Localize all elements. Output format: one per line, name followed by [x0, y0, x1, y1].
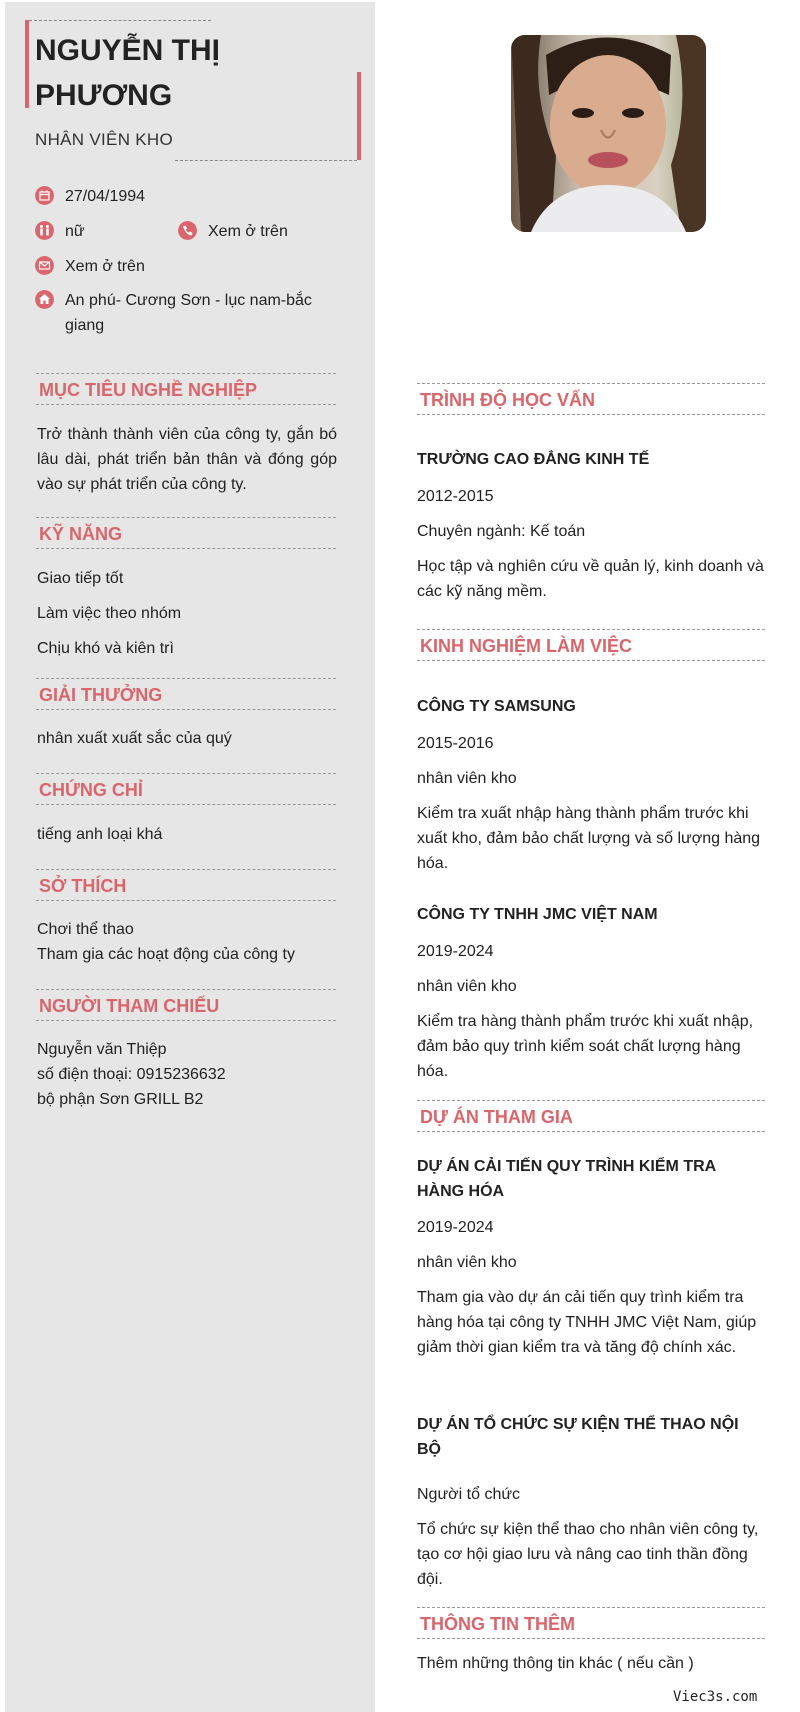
section-title-experience: KINH NGHIỆM LÀM VIỆC: [417, 629, 765, 661]
section-title-skills: KỸ NĂNG: [36, 517, 336, 549]
objective-text: Trở thành thành viên của công ty, gắn bó lâu dài, phát triển bản thân và đóng góp vào sự phát triển của công ty.: [37, 426, 337, 493]
footer-watermark: Viec3s.com: [673, 1689, 758, 1705]
section-title-certificates: CHỨNG CHỈ: [36, 773, 336, 805]
company-name: CÔNG TY SAMSUNG: [417, 698, 576, 715]
job-position: nhân viên kho: [417, 770, 517, 787]
company-name: CÔNG TY TNHH JMC VIỆT NAM: [417, 906, 658, 923]
email: Xem ở trên: [65, 258, 145, 275]
section-title-education: TRÌNH ĐỘ HỌC VẤN: [417, 383, 765, 415]
skill-item: Giao tiếp tốt: [37, 570, 124, 587]
job-period: 2015-2016: [417, 735, 494, 752]
certificate-text: tiếng anh loại khá: [37, 826, 163, 843]
hobby-item: Tham gia các hoạt động của công ty: [37, 946, 295, 963]
reference-item: bộ phận Sơn GRILL B2: [37, 1091, 204, 1108]
project-role: nhân viên kho: [417, 1254, 517, 1271]
project-role: Người tổ chức: [417, 1486, 521, 1503]
project-desc: Tham gia vào dự án cải tiến quy trình kiểm tra hàng hóa tại công ty TNHH JMC Việt Nam, giúp giảm thời gian kiểm tra và tăng độ chính xác.: [417, 1289, 757, 1356]
project-desc: Tổ chức sự kiện thể thao cho nhân viên công ty, tạo cơ hội giao lưu và nâng cao tinh thần đồng đội.: [417, 1521, 759, 1588]
section-title-awards: GIẢI THƯỞNG: [36, 678, 336, 710]
school-name: TRƯỜNG CAO ĐẲNG KINH TẾ: [417, 451, 650, 468]
section-title-extra: THÔNG TIN THÊM: [417, 1607, 765, 1639]
skill-item: Làm việc theo nhóm: [37, 605, 182, 622]
job-period: 2019-2024: [417, 943, 494, 960]
hobby-item: Chơi thể thao: [37, 921, 134, 938]
avatar: [511, 35, 706, 232]
reference-item: số điện thoại: 0915236632: [37, 1066, 226, 1083]
education-period: 2012-2015: [417, 488, 494, 505]
project-period: 2019-2024: [417, 1219, 494, 1236]
divider: [175, 160, 357, 161]
birthdate: 27/04/1994: [65, 188, 146, 205]
gender: nữ: [65, 223, 85, 240]
education-major: Chuyên ngành: Kế toán: [417, 523, 586, 540]
accent-bar-right: [357, 72, 361, 160]
section-title-references: NGƯỜI THAM CHIẾU: [36, 989, 336, 1021]
phone-icon: [178, 221, 197, 240]
job-desc: Kiểm tra xuất nhập hàng thành phẩm trước khi xuất kho, đảm bảo chất lượng và số lượng hàng hóa.: [417, 805, 761, 872]
accent-bar-left: [25, 20, 29, 108]
gender-icon: [35, 221, 54, 240]
education-desc: Học tập và nghiên cứu về quản lý, kinh doanh và các kỹ năng mềm.: [417, 558, 764, 600]
address: An phú- Cương Sơn - lục nam-bắc giang: [65, 292, 312, 334]
candidate-role: NHÂN VIÊN KHO: [35, 130, 174, 149]
calendar-icon: [35, 186, 54, 205]
phone: Xem ở trên: [208, 223, 288, 240]
reference-item: Nguyễn văn Thiệp: [37, 1041, 167, 1058]
section-title-hobbies: SỞ THÍCH: [36, 869, 336, 901]
project-name: DỰ ÁN CẢI TIẾN QUY TRÌNH KIỂM TRA HÀNG HÓA: [417, 1158, 716, 1200]
name-block: [25, 20, 365, 162]
divider: [29, 20, 211, 21]
section-title-objective: MỤC TIÊU NGHỀ NGHIỆP: [36, 373, 336, 405]
extra-text: Thêm những thông tin khác ( nếu cần ): [417, 1655, 694, 1672]
section-title-projects: DỰ ÁN THAM GIA: [417, 1100, 765, 1132]
award-text: nhân xuất xuất sắc của quý: [37, 730, 232, 747]
home-icon: [35, 290, 54, 309]
sidebar: [5, 2, 375, 1712]
email-icon: [35, 256, 54, 275]
job-desc: Kiểm tra hàng thành phẩm trước khi xuất nhập, đảm bảo quy trình kiểm soát chất lượng hàng hóa.: [417, 1013, 754, 1080]
job-position: nhân viên kho: [417, 978, 517, 995]
project-name: DỰ ÁN TỔ CHỨC SỰ KIỆN THỂ THAO NỘI BỘ: [417, 1416, 739, 1458]
candidate-name: NGUYỄN THỊ PHƯƠNG: [35, 34, 221, 112]
skill-item: Chịu khó và kiên trì: [37, 640, 174, 657]
